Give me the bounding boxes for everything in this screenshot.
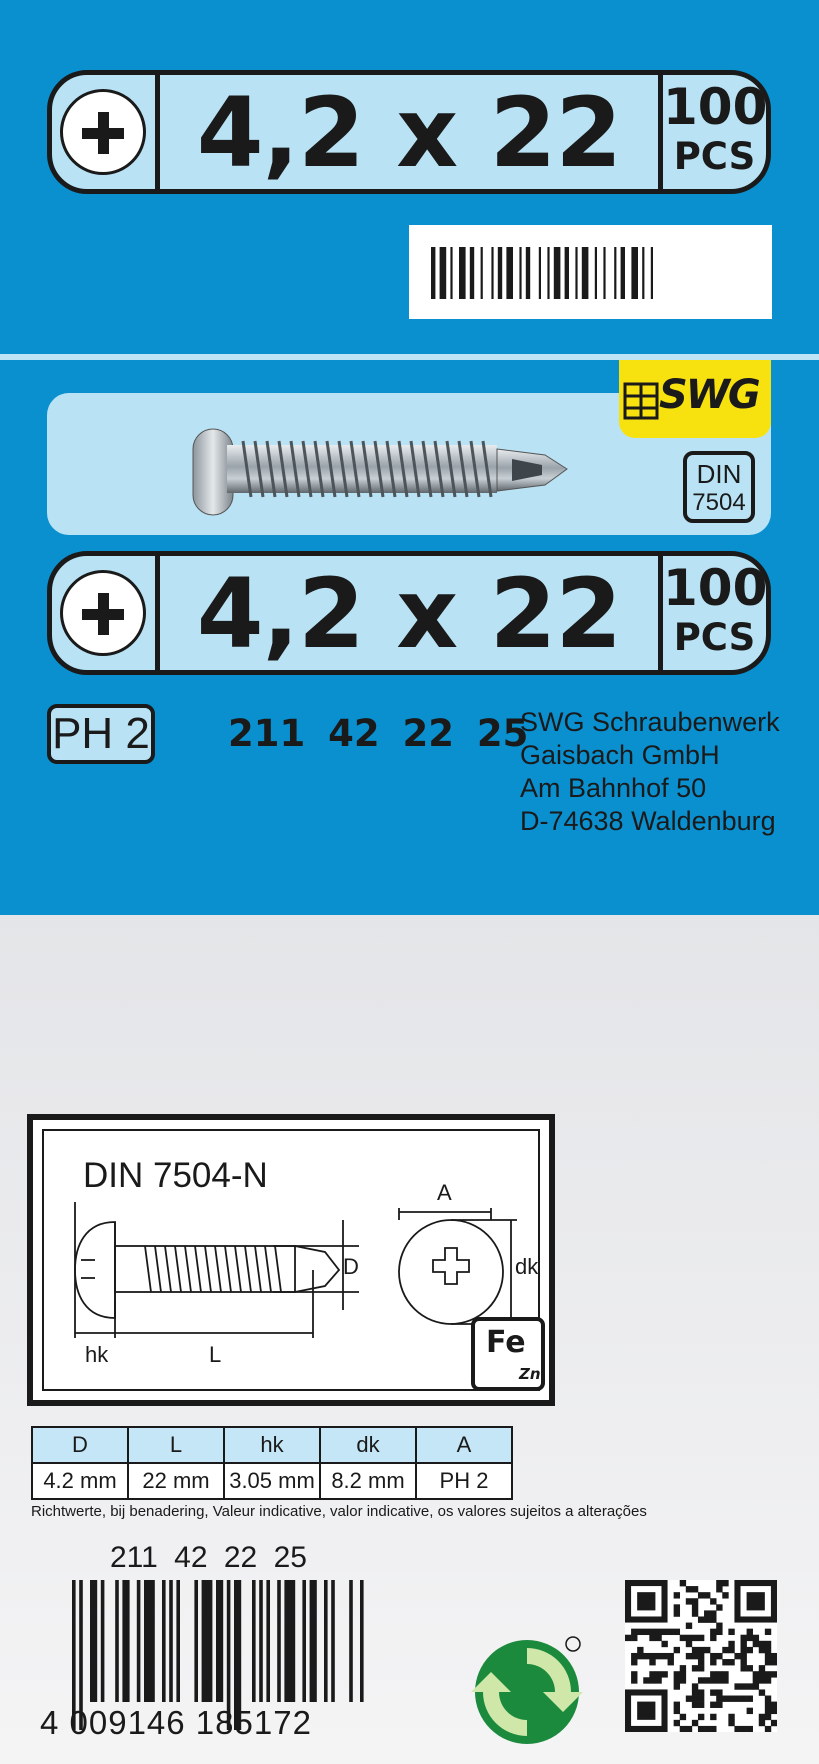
- drive-cell: [52, 556, 160, 670]
- dimensions-table: [31, 1426, 513, 1500]
- drive-cell: [52, 75, 160, 189]
- table-cell: 3.05 mm: [224, 1463, 320, 1499]
- din-number: 7504: [692, 489, 746, 516]
- main-size-label: [47, 551, 771, 675]
- barcode-article-number: 211 42 22 25: [110, 1541, 307, 1574]
- table-cell: 8.2 mm: [320, 1463, 416, 1499]
- din-label: DIN: [696, 459, 742, 489]
- manufacturer-address: [520, 706, 780, 838]
- label-l: L: [209, 1342, 222, 1367]
- table-cell: PH 2: [416, 1463, 512, 1499]
- green-dot-icon: [471, 1630, 591, 1750]
- coating-text: Zn: [519, 1365, 541, 1383]
- quantity-number: 100: [663, 559, 768, 617]
- size-text: 4,2 x 22: [196, 77, 622, 189]
- disclaimer-text: Richtwerte, bij benadering, Valeur indicative, valor indicative, os valores sujeitos a alterações: [31, 1503, 647, 1520]
- table-header-cell: dk: [320, 1427, 416, 1463]
- ean-number: 4 009146 185172: [40, 1704, 312, 1741]
- table-header-cell: D: [32, 1427, 128, 1463]
- plus-icon: [60, 570, 146, 656]
- quantity-number: 100: [663, 78, 768, 136]
- swg-logo: [619, 360, 771, 438]
- plus-icon: [60, 89, 146, 175]
- material-text: Fe: [486, 1325, 526, 1360]
- label-d: D: [343, 1254, 359, 1279]
- top-size-label: [47, 70, 771, 194]
- label-a: A: [437, 1180, 452, 1205]
- table-header-cell: hk: [224, 1427, 320, 1463]
- din-standard-badge: [683, 451, 755, 523]
- article-number: 211 42 22 25: [228, 712, 529, 755]
- quantity-cell: [658, 75, 766, 189]
- manufacturer-city: D-74638 Waldenburg: [520, 806, 776, 836]
- swg-logo-text: SWG: [659, 372, 759, 418]
- quantity-unit: PCS: [673, 135, 756, 178]
- small-barcode: [409, 225, 772, 319]
- manufacturer-name-2: Gaisbach GmbH: [520, 740, 720, 770]
- table-header-cell: L: [128, 1427, 224, 1463]
- drive-type-badge: PH 2: [47, 704, 155, 764]
- technical-drawing: [27, 1114, 555, 1406]
- table-header-cell: A: [416, 1427, 512, 1463]
- manufacturer-street: Am Bahnhof 50: [520, 773, 707, 803]
- table-row: [32, 1463, 512, 1499]
- quantity-cell: [658, 556, 766, 670]
- swg-emblem-icon: [623, 382, 659, 422]
- quantity-unit: PCS: [673, 616, 756, 659]
- material-badge: [471, 1317, 545, 1391]
- table-header-row: [32, 1427, 512, 1463]
- label-dk: dk: [515, 1254, 539, 1279]
- table-cell: 4.2 mm: [32, 1463, 128, 1499]
- drawing-title: DIN 7504-N: [83, 1156, 268, 1195]
- table-cell: 22 mm: [128, 1463, 224, 1499]
- qr-code: [625, 1580, 777, 1732]
- size-text: 4,2 x 22: [196, 558, 622, 670]
- label-hk: hk: [85, 1342, 109, 1367]
- manufacturer-name: SWG Schraubenwerk: [520, 707, 780, 737]
- barcode-bars: [431, 247, 751, 299]
